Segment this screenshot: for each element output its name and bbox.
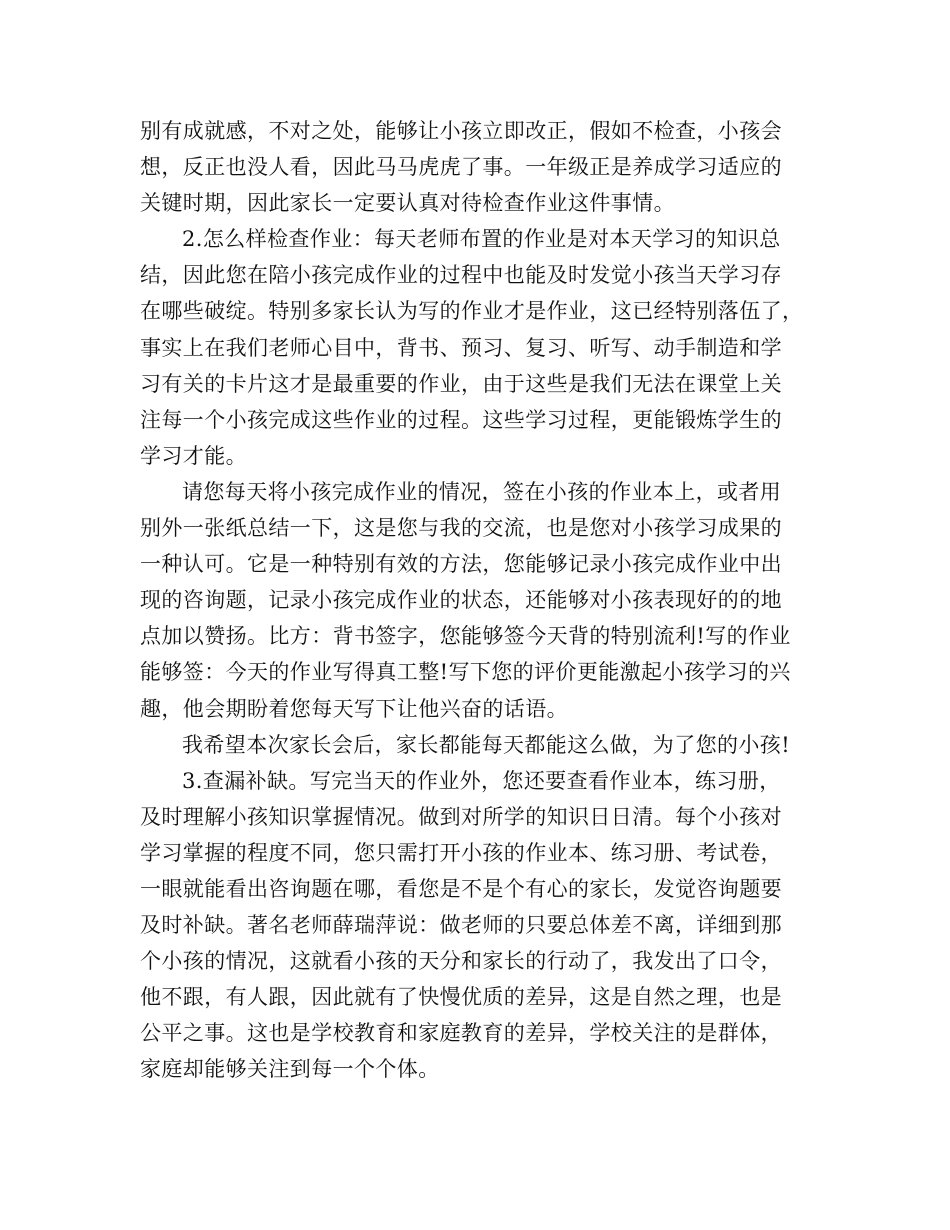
text-line: 想，反正也没人看，因此马马虎虎了事。一年级正是养成学习适应的 (140, 155, 782, 180)
text-line: 能够签：今天的作业写得真工整!写下您的评价更能激起小孩学习的兴 (140, 660, 791, 685)
text-line: 家庭却能够关注到每一个个体。 (140, 1057, 440, 1082)
text-line: 趣，他会期盼着您每天写下让他兴奋的话语。 (140, 696, 568, 721)
text-line: 点加以赞扬。比方：背书签字，您能够签今天背的特别流利!写的作业 (140, 624, 791, 649)
text-line: 他不跟，有人跟，因此就有了快慢优质的差异，这是自然之理，也是 (140, 985, 782, 1010)
text-line: 结，因此您在陪小孩完成作业的过程中也能及时发觉小孩当天学习存 (140, 263, 782, 288)
text-line: 学习才能。 (140, 443, 247, 468)
text-line: 一种认可。它是一种特别有效的方法，您能够记录小孩完成作业中出 (140, 552, 782, 577)
text-line: 3.查漏补缺。写完当天的作业外，您还要查看作业本，练习册， (182, 768, 781, 793)
text-line: 现的咨询题，记录小孩完成作业的状态，还能够对小孩表现好的的地 (140, 588, 782, 613)
text-line: 个小孩的情况，这就看小孩的天分和家长的行动了，我发出了口令， (140, 949, 782, 974)
text-line: 及时理解小孩知识掌握情况。做到对所学的知识日日清。每个小孩对 (140, 804, 782, 829)
text-line: 习有关的卡片这才是最重要的作业，由于这些是我们无法在课堂上关 (140, 371, 782, 396)
text-line: 别外一张纸总结一下，这是您与我的交流，也是您对小孩学习成果的 (140, 516, 782, 541)
text-line: 关键时期，因此家长一定要认真对待检查作业这件事情。 (140, 191, 675, 216)
text-line: 2.怎么样检查作业：每天老师布置的作业是对本天学习的知识总 (182, 227, 781, 252)
text-line: 学习掌握的程度不同，您只需打开小孩的作业本、练习册、考试卷， (140, 840, 782, 865)
text-line: 事实上在我们老师心目中，背书、预习、复习、听写、动手制造和学 (140, 335, 782, 360)
text-line: 一眼就能看出咨询题在哪，看您是不是个有心的家长，发觉咨询题要 (140, 876, 782, 901)
text-line: 别有成就感，不对之处，能够让小孩立即改正，假如不检查，小孩会 (140, 119, 782, 143)
text-line: 我希望本次家长会后，家长都能每天都能这么做，为了您的小孩! (182, 732, 791, 757)
text-line: 公平之事。这也是学校教育和家庭教育的差异，学校关注的是群体， (140, 1021, 782, 1046)
text-line: 及时补缺。著名老师薛瑞萍说：做老师的只要总体差不离，详细到那 (140, 913, 782, 938)
document-body (140, 113, 826, 1088)
text-line: 请您每天将小孩完成作业的情况，签在小孩的作业本上，或者用 (182, 479, 782, 504)
text-line: 在哪些破绽。特别多家长认为写的作业才是作业，这已经特别落伍了， (140, 299, 804, 324)
text-line: 注每一个小孩完成这些作业的过程。这些学习过程，更能锻炼学生的 (140, 407, 782, 432)
